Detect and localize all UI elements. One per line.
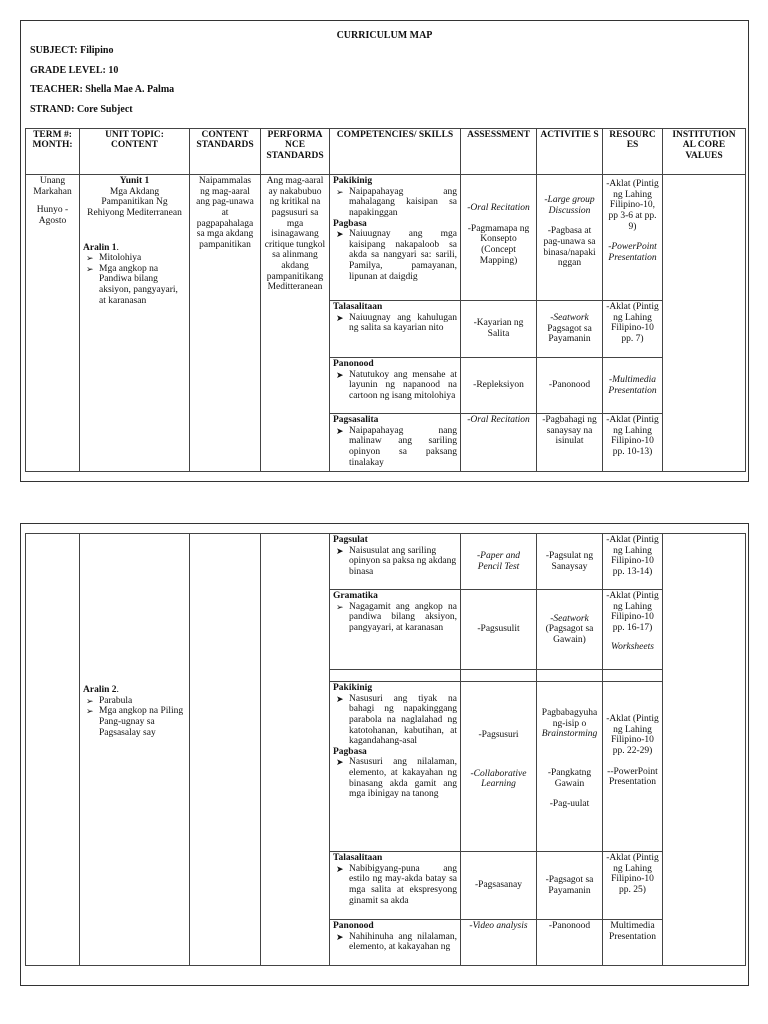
assessment-cell: -Oral Recitation xyxy=(461,414,537,472)
content-standards-cell: Naipammalas ng mag-aaral ang pag-unawa at pagpapahalaga sa mga akdang pampanitikan xyxy=(190,175,261,472)
activities-cell: -Large group Discussion -Pagbasa at pag-unawa sa binasa/napaki nggan xyxy=(537,175,603,301)
skill-label: Pakikinig xyxy=(333,176,373,186)
month-label: Hunyo - Agosto xyxy=(36,205,69,226)
skill-label: Pagbasa xyxy=(333,218,367,229)
resources-cell: -Aklat (Pintig ng Lahing Filipino-10 pp. 7) xyxy=(603,301,663,358)
document-page-1 xyxy=(20,20,749,482)
curriculum-table xyxy=(25,128,746,472)
arrow-bullet-icon: ➤ xyxy=(336,931,344,942)
list-item: ➢ Mitolohiya xyxy=(86,253,142,264)
competency-cell: Pagsulat ➤ Naisusulat ang sariling opinyon sa paksa ng akdang binasa xyxy=(330,534,461,590)
activities-cell: -Panonood xyxy=(537,920,603,966)
assessment-cell: -Kayarian ng Salita xyxy=(461,301,537,358)
competency-cell: Pakikinig ➤ Nasusuri ang tiyak na bahagi ng napakinggang parabola na naglalahad ng katotohanan, kabutihan, at kagandahang-asal Pagbasa ➤ Nasusuri ang nilalaman, elemento, at kakayahan ng binasang akda gamit ang mga ibinigay na tanong xyxy=(330,682,461,852)
term-cell xyxy=(26,175,80,472)
resources-cell: -Aklat (Pintig ng Lahing Filipino-10 pp. 22-29) --PowerPoint Presentation xyxy=(603,682,663,852)
aralin-list xyxy=(83,696,186,739)
strand-line: STRAND: Core Subject xyxy=(30,103,133,115)
arrow-bullet-icon: ➤ xyxy=(336,863,344,874)
activities-cell: Pagbabagyuha ng-isip o Brainstorming -Pangkatng Gawain -Pag-uulat xyxy=(537,682,603,852)
arrow-bullet-icon: ➤ xyxy=(336,229,344,240)
assessment-cell: -Video analysis xyxy=(461,920,537,966)
performance-standards-cell: Ang mag-aaral ay nakabubuo ng kritikal na pagsusuri sa mga isinagawang critique tungkol sa alinmang akdang pampanitikang Meditteranean xyxy=(261,175,330,472)
header-competencies: COMPETENCIES/ SKILLS xyxy=(330,129,461,175)
activities-cell: -Pagsagot sa Payamanin xyxy=(537,852,603,920)
arrow-bullet-icon: ➤ xyxy=(336,312,344,323)
resources-cell: -Aklat (Pintig ng Lahing Filipino-10 pp. 16-17) Worksheets xyxy=(603,590,663,670)
skill-label: Pagsulat xyxy=(333,535,368,545)
skill-label: Panonood xyxy=(333,359,374,369)
teacher-line: TEACHER: Shella Mae A. Palma xyxy=(30,84,175,96)
curriculum-table-continued xyxy=(25,533,746,966)
arrow-bullet-icon: ➢ xyxy=(336,186,344,197)
competency-cell: Pagsasalita ➤ Naipapahayag nang malinaw ang sariling opinyon sa paksang tinalakay xyxy=(330,414,461,472)
header-activities: ACTIVITIE S xyxy=(537,129,603,175)
resources-cell: -Aklat (Pintig ng Lahing Filipino-10 pp. 10-13) xyxy=(603,414,663,472)
header-row xyxy=(26,129,746,175)
header-unit: UNIT TOPIC: CONTENT xyxy=(80,129,190,175)
core-values-cell xyxy=(663,175,746,472)
activities-cell: -Pagbahagi ng sanaysay na isinulat xyxy=(537,414,603,472)
arrow-bullet-icon: ➢ xyxy=(86,253,94,264)
aralin-heading: Aralin 1. xyxy=(83,242,119,253)
header-term: TERM #: MONTH: xyxy=(26,129,80,175)
term-cell xyxy=(26,534,80,966)
resources-cell: -Multimedia Presentation xyxy=(603,358,663,414)
arrow-bullet-icon: ➤ xyxy=(336,693,344,704)
table-row xyxy=(26,175,746,301)
header-assessment: ASSESSMENT xyxy=(461,129,537,175)
arrow-bullet-icon: ➤ xyxy=(336,369,344,380)
skill-label: Talasalitaan xyxy=(333,853,383,863)
subject-line: SUBJECT: Filipino xyxy=(30,45,114,57)
assessment-cell: -Paper and Pencil Test xyxy=(461,534,537,590)
document-page-2 xyxy=(20,523,749,986)
header-performance-standards: PERFORMA NCE STANDARDS xyxy=(261,129,330,175)
competency-cell: Talasalitaan ➤ Naiuugnay ang kahulugan ng salita sa kayarian nito xyxy=(330,301,461,358)
header-core-values: INSTITUTION AL CORE VALUES xyxy=(663,129,746,175)
performance-standards-cell xyxy=(261,534,330,966)
header-resources: RESOURC ES xyxy=(603,129,663,175)
table-row xyxy=(26,534,746,590)
arrow-bullet-icon: ➢ xyxy=(86,695,94,706)
skill-label: Talasalitaan xyxy=(333,302,383,312)
unit-cell xyxy=(80,175,190,472)
competency-cell: Talasalitaan ➤ Nabibigyang-puna ang estilo ng may-akda batay sa mga salita at ekspresyong ginamit sa akda xyxy=(330,852,461,920)
arrow-bullet-icon: ➤ xyxy=(336,425,344,436)
list-item: ➢ Mga angkop na Pandiwa bilang aksiyon, pangyayari, at karanasan xyxy=(86,263,178,306)
unit-subtitle: Mga Akdang Pampanitikan Ng Rehiyong Mediterranean xyxy=(87,186,182,218)
resources-cell: -Aklat (Pintig ng Lahing Filipino-10, pp 3-6 at pp. 9) -PowerPoint Presentation xyxy=(603,175,663,301)
resources-cell: -Aklat (Pintig ng Lahing Filipino-10 pp. 13-14) xyxy=(603,534,663,590)
activities-cell: -Seatwork Pagsagot sa Payamanin xyxy=(537,301,603,358)
assessment-cell: -Pagsusulit xyxy=(461,590,537,670)
aralin-heading: Aralin 2. xyxy=(83,685,119,695)
grade-level-line: GRADE LEVEL: 10 xyxy=(30,64,119,76)
competency-cell: Gramatika ➢ Nagagamit ang angkop na pandiwa bilang aksiyon, pangyayari, at karanasan xyxy=(330,590,461,670)
aralin-list xyxy=(83,253,186,306)
assessment-cell: -Oral Recitation -Pagmamapa ng Konsepto (Concept Mapping) xyxy=(461,175,537,301)
assessment-cell: -Repleksiyon xyxy=(461,358,537,414)
unit-cell xyxy=(80,534,190,966)
unit-title: Yunit 1 xyxy=(119,176,150,186)
arrow-bullet-icon: ➤ xyxy=(336,545,344,556)
competency-cell: Pakikinig ➢ Naipapahayag ang mahalagang kaisipan sa napakinggan Pagbasa ➤ Naiuugnay ang mga kaisipang nakapaloob sa akda sa nangyari sa: sarili, Pamilya, pamayanan, lipunan at daigdig xyxy=(330,175,461,301)
arrow-bullet-icon: ➢ xyxy=(86,263,94,274)
list-item: ➢ Mga angkop na Piling Pang-ugnay sa Pagsasalay say xyxy=(86,706,184,738)
header-content-standards: CONTENT STANDARDS xyxy=(190,129,261,175)
content-standards-cell xyxy=(190,534,261,966)
core-values-cell xyxy=(663,534,746,966)
skill-label: Panonood xyxy=(333,921,374,931)
assessment-cell: -Pagsusuri -Collaborative Learning xyxy=(461,682,537,852)
activities-cell: -Pagsulat ng Sanaysay xyxy=(537,534,603,590)
document-title: CURRICULUM MAP xyxy=(336,30,433,41)
activities-cell: -Seatwork (Pagsagot sa Gawain) xyxy=(537,590,603,670)
arrow-bullet-icon: ➢ xyxy=(336,601,344,612)
resources-cell: -Aklat (Pintig ng Lahing Filipino-10 pp. 25) xyxy=(603,852,663,920)
skill-label: Pagbasa xyxy=(333,746,367,757)
list-item: ➢ Parabula xyxy=(86,695,133,706)
arrow-bullet-icon: ➤ xyxy=(336,757,344,768)
competency-cell: Panonood ➤ Nahihinuha ang nilalaman, elemento, at kakayahan ng xyxy=(330,920,461,966)
assessment-cell: -Pagsasanay xyxy=(461,852,537,920)
competency-cell: Panonood ➤ Natutukoy ang mensahe at layunin ng napanood na cartoon ng isang mitolohiya xyxy=(330,358,461,414)
skill-label: Gramatika xyxy=(333,591,378,601)
activities-cell: -Panonood xyxy=(537,358,603,414)
resources-cell: Multimedia Presentation xyxy=(603,920,663,966)
arrow-bullet-icon: ➢ xyxy=(86,706,94,717)
term-label: Unang Markahan xyxy=(33,176,72,197)
skill-label: Pakikinig xyxy=(333,683,373,693)
skill-label: Pagsasalita xyxy=(333,415,379,425)
